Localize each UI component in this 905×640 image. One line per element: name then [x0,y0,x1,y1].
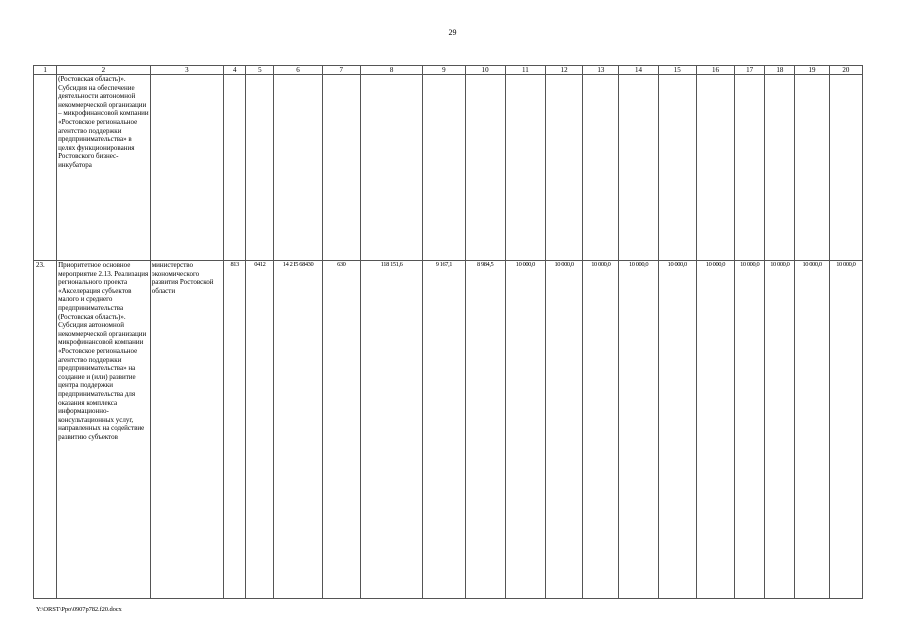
table-row-continued [34,75,863,261]
description-cell: (Ростовская область)». Субсидия на обеспечение деятельности автономной некоммерческой организации – микрофинансовой компании «Ростовское региональное агентство поддержки предпринимательства» в целях функционирования Ростовского бизнес-инкубатора [57,75,151,261]
value-cell: 10 000,0 [546,261,583,599]
column-header: 13 [583,66,619,75]
value-cell: 10 000,0 [583,261,619,599]
column-number-row [34,66,863,75]
value-cell: 10 000,0 [765,261,795,599]
value-cell: 9 167,1 [423,261,465,599]
value-cell: 10 000,0 [829,261,862,599]
column-header: 19 [795,66,829,75]
value-cell: 10 000,0 [658,261,696,599]
description-cell: Приоритетное основное мероприятие 2.13. Реализация регионального проекта «Акселерация субъектов малого и среднего предпринимательства (Ростовская область)». Субсидия автономной некоммерческой организации микрофинансовой компании «Ростовское региональное агентство поддержки предпринимательства» на создание и (или) развитие центра поддержки предпринимательства для оказания комплекса информационно-консультационных услуг, направленных на содействие развитию субъектов [57,261,151,599]
column-header: 6 [274,66,322,75]
page-number: 29 [448,28,457,37]
value-cell: 118 151,6 [360,261,422,599]
executor-cell [150,75,223,261]
column-header: 2 [57,66,151,75]
column-header: 18 [765,66,795,75]
file-path-footer: Y:\ORST\Ppo\0907p782.f20.docx [36,606,122,613]
value-cell: 630 [322,261,360,599]
value-cell: 14 2 I5 68430 [274,261,322,599]
column-header: 8 [360,66,422,75]
column-header: 9 [423,66,465,75]
column-header: 7 [322,66,360,75]
column-header: 5 [246,66,274,75]
column-header: 3 [150,66,223,75]
column-header: 11 [505,66,545,75]
value-cell: 0412 [246,261,274,599]
column-header: 17 [735,66,765,75]
column-header: 15 [658,66,696,75]
column-header: 14 [619,66,658,75]
value-cell: 10 000,0 [735,261,765,599]
column-header: 16 [696,66,734,75]
row-number-cell [34,75,57,261]
column-header: 1 [34,66,57,75]
column-header: 20 [829,66,862,75]
budget-table [33,65,863,599]
executor-cell: министерство экономического развития Ростовской области [150,261,223,599]
value-cell: 10 000,0 [505,261,545,599]
value-cell: 813 [224,261,246,599]
column-header: 4 [224,66,246,75]
table-row-23 [34,261,863,599]
column-header: 10 [465,66,505,75]
value-cell: 10 000,0 [795,261,829,599]
column-header: 12 [546,66,583,75]
value-cell: 10 000,0 [696,261,734,599]
row-number-cell: 23. [34,261,57,599]
value-cell: 8 984,5 [465,261,505,599]
value-cell: 10 000,0 [619,261,658,599]
